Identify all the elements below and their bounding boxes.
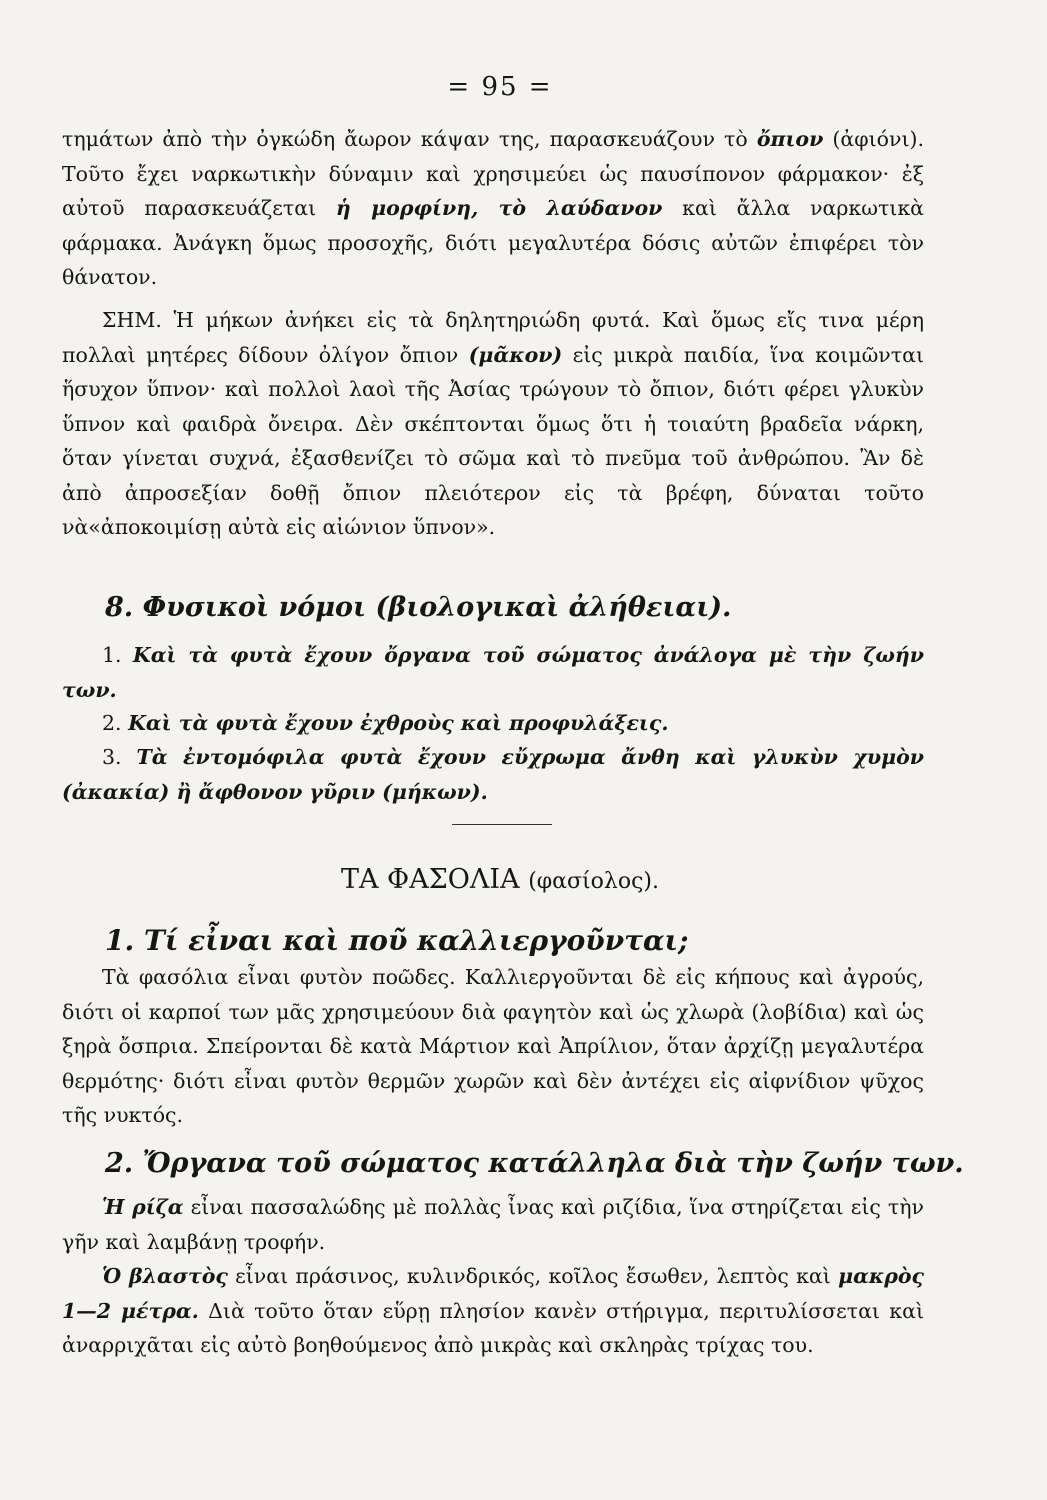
text-run: (ἀφιόνι). Τοῦτο ἔχει ναρκωτικὴν δύναμιν καὶ χρησιμεύει ὡς παυσίπονον φάρμακον· ἐξ αὐτοῦ παρασκευάζεται	[62, 127, 925, 220]
bold-term: (μᾶκον)	[468, 342, 563, 367]
section-8-heading: 8. Φυσικοὶ νόμοι (βιολογικαὶ ἀλήθειαι).	[105, 592, 732, 623]
paragraph-stem	[62, 1259, 924, 1363]
text-run: ΣΗΜ. Ἡ μήκων ἀνήκει εἰς τὰ δηλητηριώδη φυτά. Καὶ ὅμως εἴς τινα μέρη πολλαὶ μητέρες δίδουν ὀλίγον ὄπιον	[62, 308, 924, 367]
text-run: Διὰ τοῦτο ὅταν εὕρῃ πλησίον κανὲν στήριγμα, περιτυλίσσεται καὶ ἀναρριχᾶται εἰς αὐτὸ βοηθούμενος ἀπὸ μικρὰς καὶ σκληρὰς τρίχας του.	[62, 1298, 924, 1357]
law-text: Καὶ τὰ φυτὰ ἔχουν ἐχθροὺς καὶ προφυλάξεις.	[128, 711, 669, 735]
law-item-3	[62, 740, 924, 809]
text-run: εἶναι πασσαλώδης μὲ πολλὰς ἶνας καὶ ριζίδια, ἵνα στηρίζεται εἰς τὴν γῆν καὶ λαμβάνῃ τροφήν.	[62, 1195, 924, 1254]
paragraph-root	[62, 1190, 924, 1259]
law-number: 1.	[102, 643, 122, 667]
section-1-heading: 1. Τί εἶναι καὶ ποῦ καλλιεργοῦνται;	[105, 924, 689, 957]
chapter-title	[0, 864, 1000, 895]
paragraph-note	[62, 303, 924, 545]
text-run: εἶναι πράσινος, κυλινδρικός, κοῖλος ἔσωθεν, λεπτὸς καὶ	[227, 1264, 839, 1288]
law-text: Τὰ ἐντομόφιλα φυτὰ ἔχουν εὔχρωμα ἄνθη καὶ γλυκὺν χυμὸν (ἀκακία) ἢ ἄφθονον γῦριν (μήκων).	[62, 745, 924, 804]
law-number: 3.	[102, 745, 122, 769]
chapter-title-text: ΤΑ ΦΑΣΟΛΙΑ	[340, 864, 520, 895]
section-2-heading: 2. Ὄργανα τοῦ σώματος κατάλληλα διὰ τὴν ζωήν των.	[105, 1148, 964, 1179]
divider	[452, 824, 552, 825]
text-run: καὶ ἄλλα ναρκωτικὰ φάρμακα. Ἀνάγκη ὅμως προσοχῆς, διότι μεγαλυτέρα δόσις αὐτῶν ἐπιφέρει τὸν θάνατον.	[62, 196, 924, 289]
law-item-2	[62, 706, 924, 741]
text-run: τημάτων ἀπὸ τὴν ὀγκώδη ἄωρον κάψαν της, παρασκευάζουν τὸ	[62, 127, 757, 151]
bold-term: Ὁ βλαστὸς	[102, 1264, 228, 1288]
paragraph-beans-intro: Τὰ φασόλια εἶναι φυτὸν ποῶδες. Καλλιεργοῦνται δὲ εἰς κήπους καὶ ἀγρούς, διότι οἱ καρποί των μᾶς χρησιμεύουν διὰ φαγητὸν καὶ ὡς χλωρὰ (λοβίδια) καὶ ὡς ξηρὰ ὄσπρια. Σπείρονται δὲ κατὰ Μάρτιον καὶ Ἀπρίλιον, ὅταν ἀρχίζῃ μεγαλυτέρα θερμότης· διότι εἶναι φυτὸν θερμῶν χωρῶν καὶ δὲν ἀντέχει εἰς αἰφνίδιον ψῦχος τῆς νυκτός.	[62, 965, 924, 1127]
law-number: 2.	[102, 711, 122, 735]
chapter-subtitle: (φασίολος).	[528, 869, 660, 894]
law-text: Καὶ τὰ φυτὰ ἔχουν ὄργανα τοῦ σώματος ἀνάλογα μὲ τὴν ζωήν των.	[62, 643, 924, 702]
law-item-1	[62, 638, 924, 707]
page-number: = 95 =	[447, 72, 553, 102]
bold-term: μακρὸς 1—2 μέτρα.	[62, 1264, 925, 1323]
bold-term: ἡ μορφίνη, τὸ λαύδανον	[335, 196, 663, 220]
paragraph-opium	[62, 122, 924, 295]
text-run: εἰς μικρὰ παιδία, ἵνα κοιμῶνται ἥσυχον ὕπνον· καὶ πολλοὶ λαοὶ τῆς Ἀσίας τρώγουν τὸ ὄπιον, διότι φέρει γλυκὺν ὕπνον καὶ φαιδρὰ ὄνειρα. Δὲν σκέπτονται ὅμως ὅτι ἡ τοιαύτη βραδεῖα νάρκη, ὅταν γίνεται συχνά, ἐξασθενίζει τὸ σῶμα καὶ τὸ πνεῦμα τοῦ ἀνθρώπου. Ἂν δὲ ἀπὸ ἀπροσεξίαν δοθῇ ὄπιον πλειότερον εἰς τὰ βρέφη, δύναται τοῦτο νὰ«ἀποκοιμίσῃ αὐτὰ εἰς αἰώνιον ὕπνον».	[62, 342, 924, 539]
bold-term: ὄπιον	[756, 127, 824, 151]
bold-term: Ἡ ρίζα	[102, 1195, 184, 1219]
